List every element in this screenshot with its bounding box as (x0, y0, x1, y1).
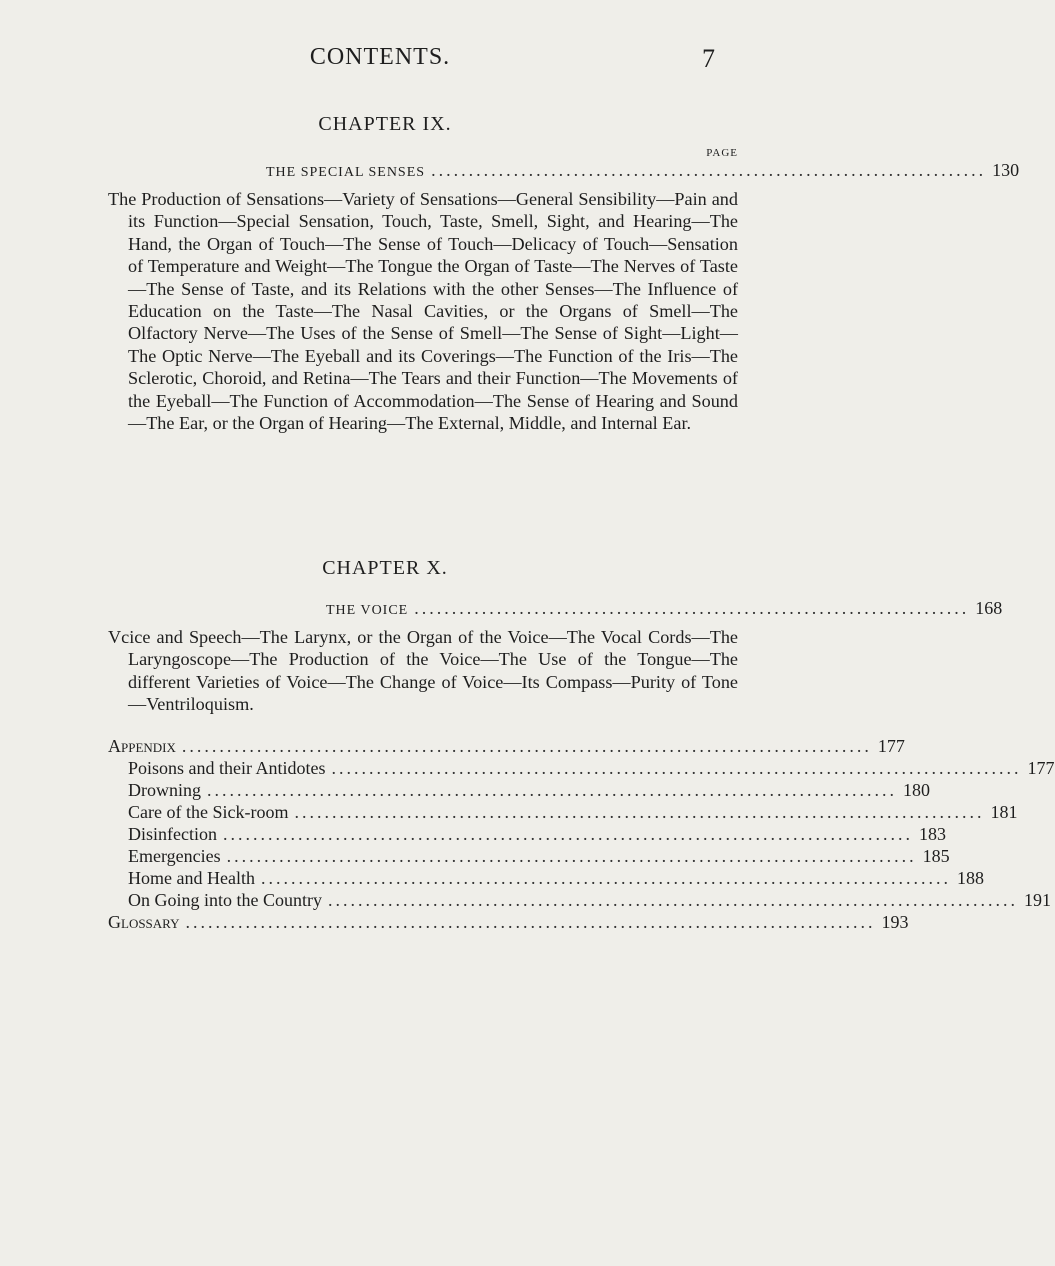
toc-entry-appendix-item[interactable] (128, 824, 946, 848)
chapter-x-heading: CHAPTER X. (322, 557, 448, 579)
toc-entry-page: 191 (1024, 890, 1051, 910)
leader-dots: ............................................................................................ (328, 890, 1018, 910)
toc-entry-page: 177 (1027, 758, 1055, 778)
running-head (0, 40, 800, 80)
toc-entry-appendix-item[interactable] (128, 758, 1055, 782)
toc-entry-voice[interactable] (326, 598, 1003, 622)
toc-entry-appendix-item[interactable] (128, 890, 1051, 914)
toc-entry-glossary[interactable] (108, 912, 909, 936)
toc-entry-special-senses[interactable] (266, 160, 1020, 184)
leader-dots: ............................................................................................ (222, 824, 913, 844)
toc-entry-appendix-item[interactable] (128, 868, 984, 892)
toc-entry-label: Care of the Sick-room (128, 802, 289, 822)
leader-dots: ............................................................................................ (181, 736, 872, 756)
toc-entry-appendix-item[interactable] (128, 846, 950, 870)
toc-entry-label: Disinfection (128, 824, 217, 844)
toc-entry-label: THE SPECIAL SENSES (266, 165, 426, 180)
running-title: CONTENTS. (309, 44, 451, 70)
leader-dots: ............................................................................................ (260, 868, 951, 888)
chapter-ix-heading: CHAPTER IX. (318, 113, 452, 135)
toc-entry-label: Poisons and their Antidotes (128, 758, 326, 778)
toc-entry-label: Drowning (128, 780, 201, 800)
toc-entry-page: 188 (956, 868, 984, 888)
toc-entry-page: 183 (918, 824, 946, 844)
toc-entry-label: THE VOICE (326, 603, 409, 618)
toc-entry-label: Home and Health (128, 868, 255, 888)
chapter-x-summary: Vcice and Speech—The Larynx, or the Organ of the Voice—The Vocal Cords—The Laryngoscope—The Production of the Voice—The Use of the Tongue—The different Varieties of Voice—The Change of Voice—Its Compass—Purity of Tone —Ventriloquism. (108, 627, 738, 715)
page-column-label: PAGE (706, 147, 738, 159)
toc-entry-page: 181 (990, 802, 1018, 822)
leader-dots: .......................................................................... (414, 598, 970, 618)
toc-entry-appendix-item[interactable] (128, 780, 930, 804)
toc-entry-label: Emergencies (128, 846, 221, 866)
toc-entry-page: 177 (877, 736, 905, 756)
toc-entry-page: 180 (903, 780, 930, 800)
leader-dots: ............................................................................................ (185, 912, 876, 932)
leader-dots: ............................................................................................ (207, 780, 897, 800)
toc-entry-label: Appendix (108, 736, 176, 756)
toc-entry-appendix[interactable] (108, 736, 905, 760)
leader-dots: .......................................................................... (431, 160, 987, 180)
toc-entry-appendix-item[interactable] (128, 802, 1018, 826)
toc-entry-page: 168 (975, 598, 1003, 618)
toc-entry-page: 193 (881, 912, 909, 932)
toc-entry-label: On Going into the Country (128, 890, 322, 910)
leader-dots: ............................................................................................ (294, 802, 985, 822)
running-page-number: 7 (702, 44, 715, 73)
chapter-ix-summary: The Production of Sensations—Variety of Sensations—General Sensibility—Pain and its Function—Special Sensation, Touch, Taste, Smell, Sight, and Hearing—The Hand, the Organ of Touch—The Sense of Touch—Delicacy of Touch—Sensation of Temperature and Weight—The Tongue the Organ of Taste—The Nerves of Taste—The Sense of Taste, and its Relations with the other Senses—The Influence of Education on the Taste—The Nasal Cavities, or the Organs of Smell—The Olfactory Nerve—The Uses of the Sense of Smell—The Sense of Sight—Light—The Optic Nerve—The Eyeball and its Coverings—The Function of the Iris—The Sclerotic, Choroid, and Retina—The Tears and their Function—The Movements of the Eyeball—The Function of Accommodation—The Sense of Hearing and Sound—The Ear, or the Organ of Hearing—The External, Middle, and Internal Ear. (108, 189, 738, 434)
toc-entry-page: 185 (922, 846, 950, 866)
leader-dots: ............................................................................................ (226, 846, 917, 866)
leader-dots: ............................................................................................ (331, 758, 1022, 778)
toc-entry-page: 130 (992, 160, 1020, 180)
toc-entry-label: Glossary (108, 912, 180, 932)
